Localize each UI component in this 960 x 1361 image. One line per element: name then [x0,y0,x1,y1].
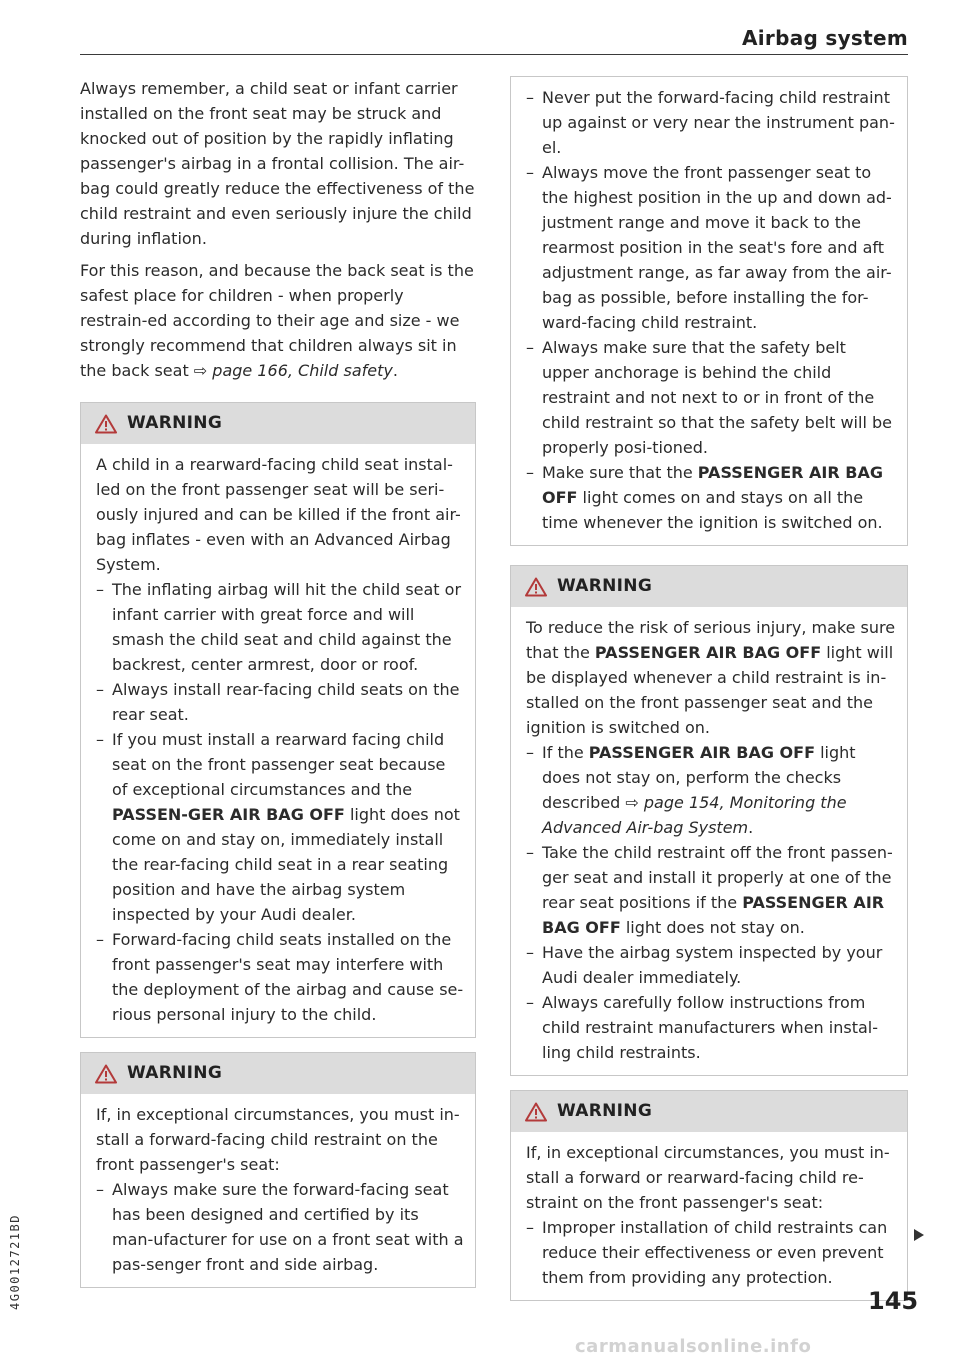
list-item: – Always make sure that the safety belt upper anchorage is behind the child restraint and not next to or in front of the child restraint so that the safety belt will be properly posi-tioned. [526,335,896,460]
left-column [80,76,476,1302]
warning-title: WARNING [127,1063,223,1083]
page-header [80,20,908,55]
right-column [510,76,908,1315]
indicator-label: PASSENGER AIR BAG OFF [594,643,822,662]
list-item: – Take the child restraint off the front passen-ger seat and install it properly at one of the rear seat positions if the PASSENGER AIR BAG OFF light does not stay on. [526,840,896,940]
list-item: – The inflating airbag will hit the child seat or infant carrier with great force and will smash the child seat and child against the backrest, center armrest, door or roof. [96,577,464,677]
warning-intro: A child in a rearward-facing child seat instal-led on the front passenger seat will be seri-ously injured and can be killed if the front air-bag inflates - even with an Advanced Airbag System. [96,455,461,574]
recommendation-paragraph: For this reason, and because the back seat is the safest place for children - when properly restrain-ed according to their age and size - we strongly recommend that children always sit in the back seat ⇨ page 166, Child safety. [80,261,474,380]
list-item: – Always carefully follow instructions from child restraint manufacturers when instal-ling child restraints. [526,990,896,1065]
list-item: – If you must install a rearward facing child seat on the front passenger seat because of exceptional circumstances and the PASSEN-GER AIR BAG OFF light does not come on and stay on, immediately install the rear-facing child seat in a rear seating position and have the airbag system inspected by your Audi dealer. [96,727,464,927]
warning-title: WARNING [557,576,653,596]
list-item: – If the PASSENGER AIR BAG OFF light does not stay on, perform the checks described ⇨ page 154, Monitoring the Advanced Air-bag System. [526,740,896,840]
warning-triangle-icon [95,1064,117,1084]
indicator-label: PASSEN-GER AIR BAG OFF [112,805,345,824]
list-item: – Never put the forward-facing child restraint up against or very near the instrument pan-el. [526,85,896,160]
list-item: – Always make sure the forward-facing seat has been designed and certified by its man-ufacturer for use on a front seat with a pas-senger front and side airbag. [96,1177,464,1277]
warning-intro: If, in exceptional circumstances, you must in-stall a forward or rearward-facing child re-straint on the front passenger's seat: [526,1143,890,1212]
page-reference-link[interactable]: ⇨ page 154, Monitoring the Advanced Air-bag System [542,793,847,837]
watermark: carmanualsonline.info [575,1336,812,1357]
indicator-label: PASSENGER AIR BAG OFF [542,893,885,937]
list-item: – Forward-facing child seats installed on the front passenger's seat may interfere with the deployment of the airbag and cause se-rious personal injury to the child. [96,927,464,1027]
indicator-label: PASSENGER AIR BAG OFF [588,743,815,762]
list-item: – Always install rear-facing child seats on the rear seat. [96,677,464,727]
warning-triangle-icon [95,414,117,434]
list-item: – Make sure that the PASSENGER AIR BAG OFF light comes on and stays on all the time whenever the ignition is switched on. [526,460,896,535]
page-number: 145 [868,1287,919,1315]
warning-box-forward-facing [80,1052,476,1288]
page-reference-link[interactable]: ⇨ page 166, Child safety [193,361,393,380]
intro-paragraph: Always remember, a child seat or infant carrier installed on the front seat may be struck and knocked out of position by the rapidly inflating passenger's airbag in a frontal collision. The air-bag could greatly reduce the effectiveness of the child restraint and even seriously injure the child during inflation. [80,79,475,248]
warning-box-continued [510,76,908,546]
warning-triangle-icon [525,1102,547,1122]
warning-header [511,1091,907,1132]
list-item: – Have the airbag system inspected by your Audi dealer immediately. [526,940,896,990]
warning-header [511,566,907,607]
document-code: 4G0012721BD [8,1214,22,1310]
warning-triangle-icon [525,577,547,597]
warning-box-indicator-light [510,565,908,1076]
warning-intro: If, in exceptional circumstances, you must in-stall a forward-facing child restraint on the front passenger's seat: [96,1105,460,1174]
warning-title: WARNING [557,1101,653,1121]
warning-header [81,403,475,444]
list-item: – Improper installation of child restraints can reduce their effectiveness or even prevent them from providing any protection. [526,1215,896,1290]
warning-intro: To reduce the risk of serious injury, make sure that the PASSENGER AIR BAG OFF light will be displayed whenever a child restraint is in-stalled on the front passenger seat and the ignition is switched on. [526,618,896,737]
warning-box-improper-installation [510,1090,908,1301]
warning-header [81,1053,475,1094]
section-title: Airbag system [742,26,908,50]
indicator-label: PASSENGER AIR BAG OFF [542,463,883,507]
warning-title: WARNING [127,413,223,433]
next-page-arrow-icon[interactable] [914,1229,924,1241]
warning-box-rear-facing [80,402,476,1038]
list-item: – Always move the front passenger seat to the highest position in the up and down ad-justment range and move it back to the rearmost position in the seat's fore and aft adjustment range, as far away from the air-bag as possible, before installing the for-ward-facing child restraint. [526,160,896,335]
